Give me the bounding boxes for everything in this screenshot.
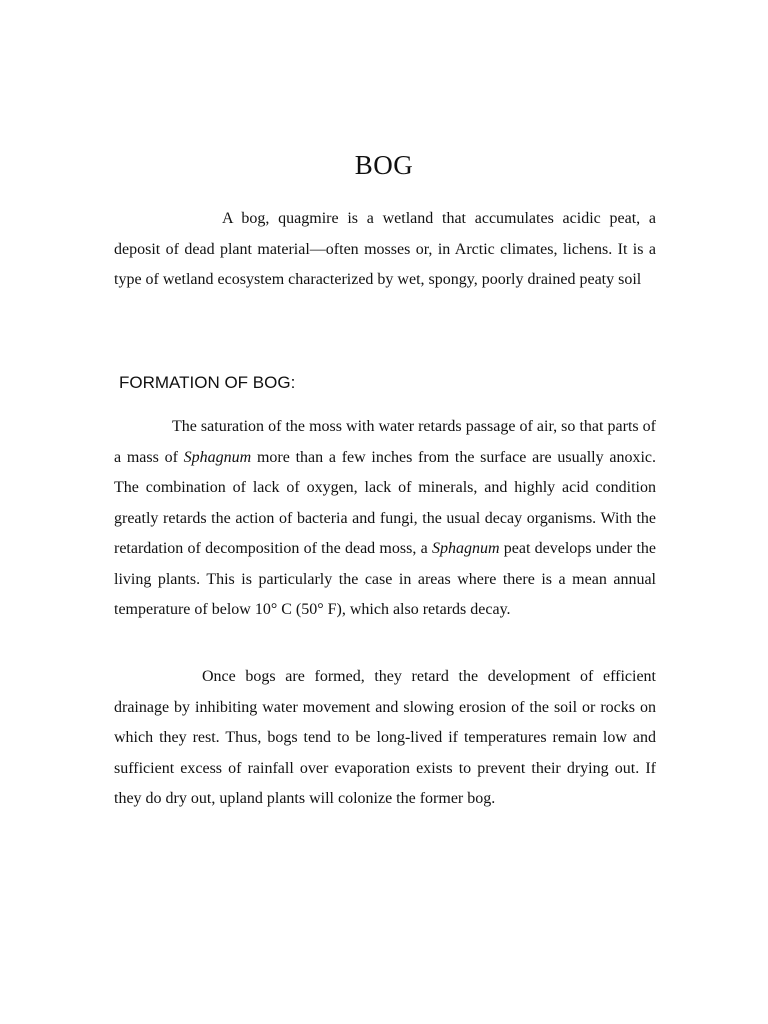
paragraph-text: peat develops under the living plants. This is particularly the case in areas where there is a mean annual temperature of below 10° C (50° F), which also retards decay.	[114, 540, 657, 618]
intro-text: A bog, quagmire is a wetland that accumulates acidic peat, a deposit of dead plant material—often mosses or, in Arctic climates, lichens. It is a type of wetland ecosystem characterized by wet, spongy, poorly drained peaty soil	[114, 210, 656, 288]
intro-paragraph	[114, 204, 656, 296]
page-title: BOG	[354, 150, 414, 180]
formation-paragraph-1	[114, 412, 656, 626]
species-name: Sphagnum	[431, 540, 500, 557]
paragraph-text: Once bogs are formed, they retard the development of efficient drainage by inhibiting water movement and slowing erosion of the soil or rocks on which they rest. Thus, bogs tend to be long-lived if temperatures remain low and sufficient excess of rainfall over evaporation exists to prevent their drying out. If they do dry out, upland plants will colonize the former bog.	[114, 668, 656, 807]
paragraph-text: more than a few inches from the surface are usually anoxic. The combination of lack of oxygen, lack of minerals, and highly acid condition greatly retards the action of bacteria and fungi, the usual decay organisms. With the retardation of decomposition of the dead moss, a	[114, 448, 656, 557]
section-heading: FORMATION OF BOG:	[119, 373, 296, 392]
species-name: Sphagnum	[183, 448, 252, 466]
formation-paragraph-2	[114, 662, 656, 815]
paragraph-text: The saturation of the moss with water retards passage of air, so that parts of a mass of	[114, 418, 656, 466]
